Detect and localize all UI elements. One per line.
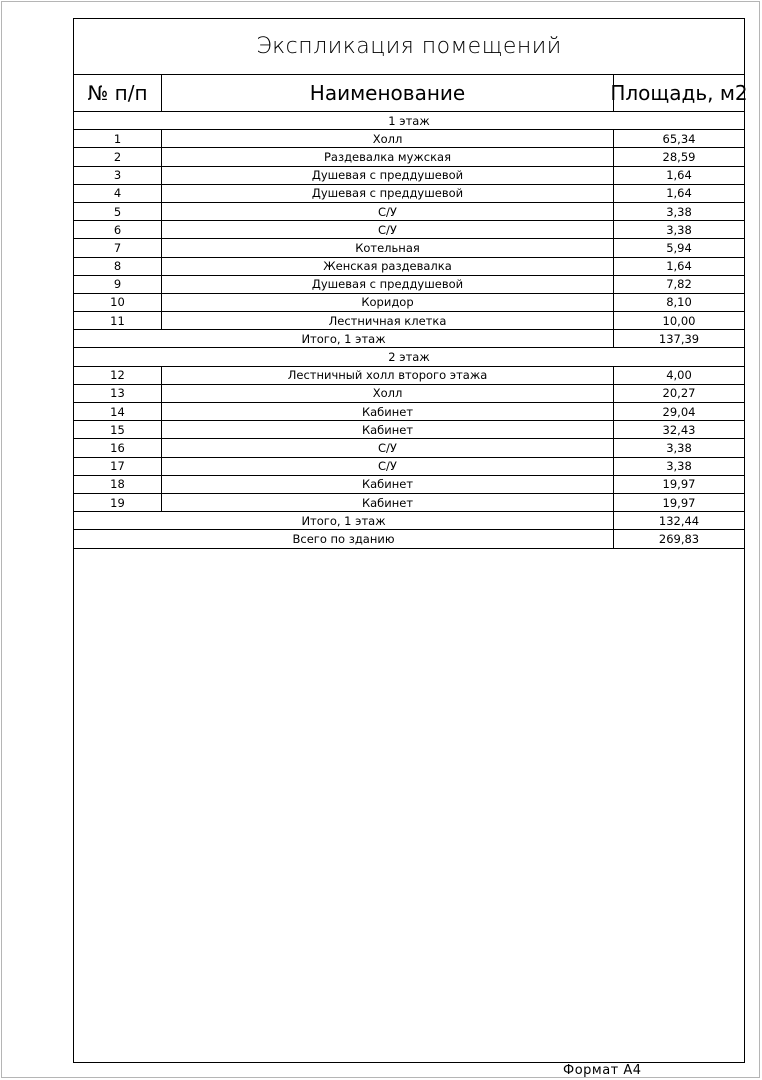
room-area: 3,38	[613, 203, 744, 220]
room-num: 18	[110, 477, 125, 492]
room-num: 16	[110, 440, 125, 455]
room-name: Женская раздевалка	[161, 258, 613, 275]
floor-1-label: 1 этаж	[388, 113, 430, 128]
floor-2-total-label: Итого, 1 этаж	[301, 513, 386, 528]
floor-2-total-row	[74, 512, 744, 530]
room-num: 12	[110, 368, 125, 383]
room-area: 20,27	[613, 385, 744, 402]
room-num: 14	[110, 404, 125, 419]
room-num: 11	[110, 313, 125, 328]
room-name: С/У	[161, 439, 613, 456]
table-row	[74, 367, 744, 385]
room-area: 32,43	[613, 421, 744, 438]
floor-1-total-area: 137,39	[613, 330, 744, 347]
floor-1-total-label: Итого, 1 этаж	[301, 331, 386, 346]
table-row	[74, 439, 744, 457]
room-name: Холл	[161, 385, 613, 402]
room-num: 6	[113, 222, 122, 237]
floor-1-total-row	[74, 330, 744, 348]
room-area: 19,97	[613, 494, 744, 511]
table-row	[74, 312, 744, 330]
room-area: 3,38	[613, 458, 744, 475]
table-row	[74, 185, 744, 203]
room-area: 5,94	[613, 239, 744, 256]
table-row	[74, 403, 744, 421]
room-area: 29,04	[613, 403, 744, 420]
room-area: 4,00	[613, 367, 744, 384]
table-row	[74, 494, 744, 512]
table-row	[74, 476, 744, 494]
room-num: 4	[113, 186, 122, 201]
room-num: 5	[113, 204, 122, 219]
room-name: С/У	[161, 221, 613, 238]
drawing-frame	[73, 18, 748, 1063]
table-title: Экспликация помещений	[74, 19, 744, 75]
room-num: 1	[113, 131, 122, 146]
room-area: 1,64	[613, 185, 744, 202]
table-row	[74, 148, 744, 166]
room-name: Холл	[161, 130, 613, 147]
floor-2-total-area: 132,44	[613, 512, 744, 529]
header-num: № п/п	[87, 81, 148, 105]
grand-total-area: 269,83	[613, 530, 744, 547]
room-name: Коридор	[161, 294, 613, 311]
room-area: 8,10	[613, 294, 744, 311]
grand-total-row	[74, 530, 744, 548]
room-name: Кабинет	[161, 494, 613, 511]
floor-2-label-row	[74, 348, 744, 366]
table-row	[74, 421, 744, 439]
table-row	[74, 239, 744, 257]
room-name: С/У	[161, 458, 613, 475]
floor-1-label-row	[74, 112, 744, 130]
table-row	[74, 167, 744, 185]
table-row	[74, 221, 744, 239]
floor-2-label: 2 этаж	[388, 350, 430, 365]
header-area: Площадь, м2	[613, 75, 744, 111]
room-area: 28,59	[613, 148, 744, 165]
room-name: Кабинет	[161, 421, 613, 438]
room-num: 7	[113, 240, 122, 255]
room-num: 15	[110, 422, 125, 437]
room-area: 7,82	[613, 276, 744, 293]
room-name: Кабинет	[161, 476, 613, 493]
format-label: Формат А4	[563, 1063, 642, 1078]
room-num: 13	[110, 386, 125, 401]
room-name: Душевая с преддушевой	[161, 185, 613, 202]
room-area: 65,34	[613, 130, 744, 147]
table-row	[74, 130, 744, 148]
table-row	[74, 385, 744, 403]
room-name: Кабинет	[161, 403, 613, 420]
room-name: Лестничная клетка	[161, 312, 613, 329]
table-row	[74, 258, 744, 276]
room-num: 19	[110, 495, 125, 510]
room-area: 3,38	[613, 221, 744, 238]
table-body	[74, 112, 744, 549]
room-name: Котельная	[161, 239, 613, 256]
room-num: 2	[113, 149, 122, 164]
room-area: 1,64	[613, 167, 744, 184]
room-num: 9	[113, 277, 122, 292]
table-row	[74, 203, 744, 221]
room-name: Душевая с преддушевой	[161, 276, 613, 293]
room-area: 3,38	[613, 439, 744, 456]
table-header	[74, 75, 748, 112]
room-name: С/У	[161, 203, 613, 220]
room-num: 17	[110, 459, 125, 474]
room-name: Лестничный холл второго этажа	[161, 367, 613, 384]
room-name: Душевая с преддушевой	[161, 167, 613, 184]
grand-total-label: Всего по зданию	[292, 531, 395, 546]
room-area: 10,00	[613, 312, 744, 329]
room-area: 19,97	[613, 476, 744, 493]
room-name: Раздевалка мужская	[161, 148, 613, 165]
header-name: Наименование	[161, 75, 613, 111]
table-row	[74, 458, 744, 476]
room-num: 10	[110, 295, 125, 310]
room-num: 3	[113, 168, 122, 183]
table-row	[74, 276, 744, 294]
room-area: 1,64	[613, 258, 744, 275]
table-row	[74, 294, 744, 312]
room-num: 8	[113, 259, 122, 274]
